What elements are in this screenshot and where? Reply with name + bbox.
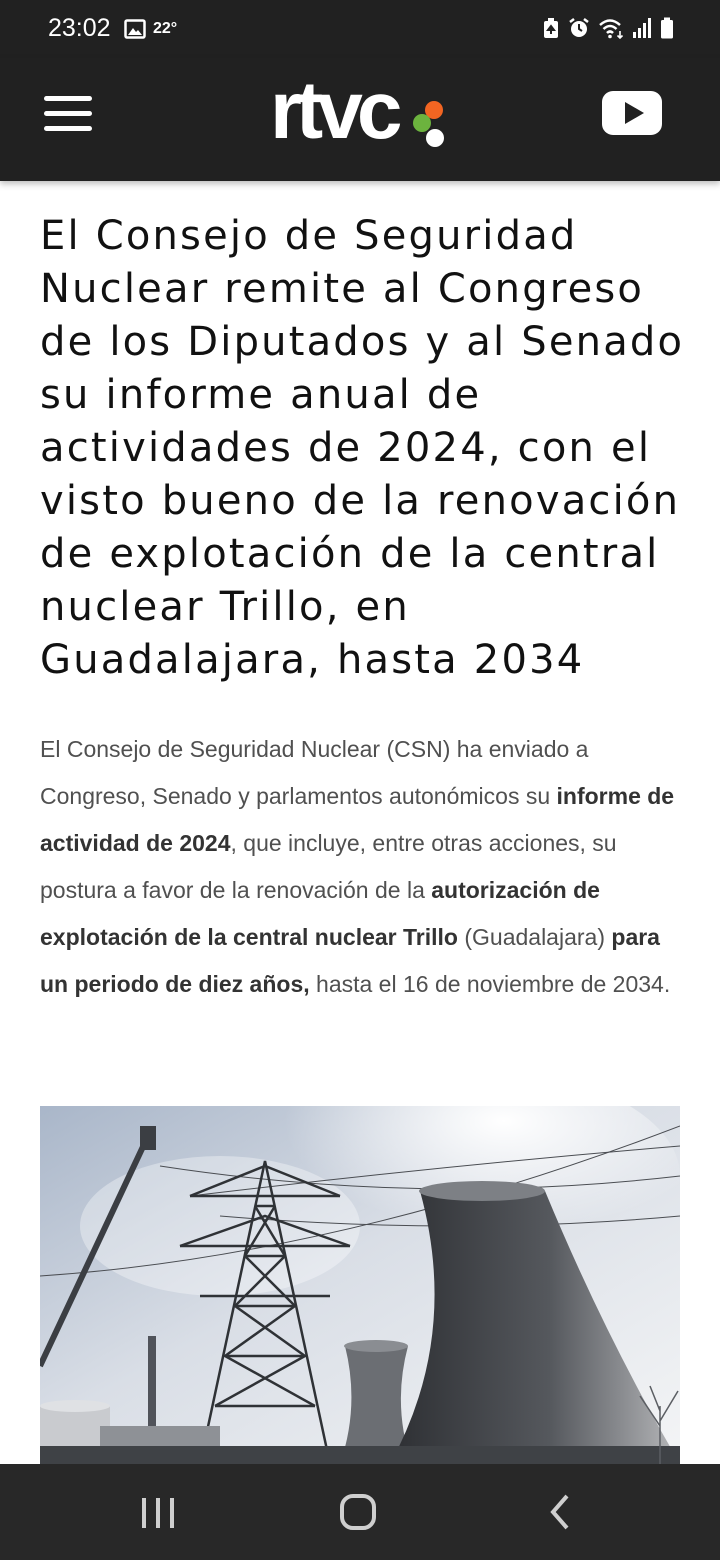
article-photo[interactable] — [40, 1106, 680, 1464]
lead-bold-text: autorización de explotación de la central nuclear Trillo — [40, 877, 600, 950]
system-navigation-bar — [0, 1464, 720, 1560]
logo-dots-icon — [412, 98, 452, 148]
battery-icon — [660, 17, 674, 39]
article-lead — [40, 726, 688, 1008]
article-headline: El Consejo de Seguridad Nuclear remite al Congreso de los Diputados y al Senado su informe anual de actividades de 2024, con el visto bueno de la renovación de explotación de la central nuclear Trillo, en Guadalajara, hasta 2034 — [40, 213, 685, 683]
status-time: 23:02 — [48, 14, 111, 42]
lead-bold-text: informe de actividad de 2024 — [40, 783, 675, 856]
youtube-icon[interactable] — [602, 91, 662, 135]
status-icons — [542, 17, 674, 39]
wifi-icon — [598, 17, 624, 39]
lead-text: El Consejo de Seguridad Nuclear (CSN) ha enviado a Congreso, Senado y parlamentos autonómicos su — [40, 736, 589, 809]
home-icon[interactable] — [338, 1492, 378, 1536]
recent-apps-icon[interactable] — [140, 1492, 176, 1536]
alarm-icon — [568, 17, 590, 39]
status-bar — [0, 0, 720, 58]
lead-text: , que incluye, entre otras acciones, su postura a favor de la renovación de la — [40, 830, 617, 903]
battery-saver-icon — [542, 17, 560, 39]
menu-icon[interactable] — [44, 96, 92, 132]
status-temperature: 22° — [153, 20, 178, 37]
lead-bold-text: para un periodo de diez años, — [40, 924, 660, 997]
lead-text: (Guadalajara) — [457, 924, 612, 950]
signal-icon — [632, 17, 652, 39]
logo-text: rtvc — [270, 65, 397, 156]
rtvc-logo[interactable] — [270, 65, 452, 156]
gallery-icon — [124, 19, 146, 43]
back-icon[interactable] — [545, 1492, 575, 1536]
app-header — [0, 58, 720, 181]
lead-text: hasta el 16 de noviembre de 2034. — [309, 971, 671, 997]
